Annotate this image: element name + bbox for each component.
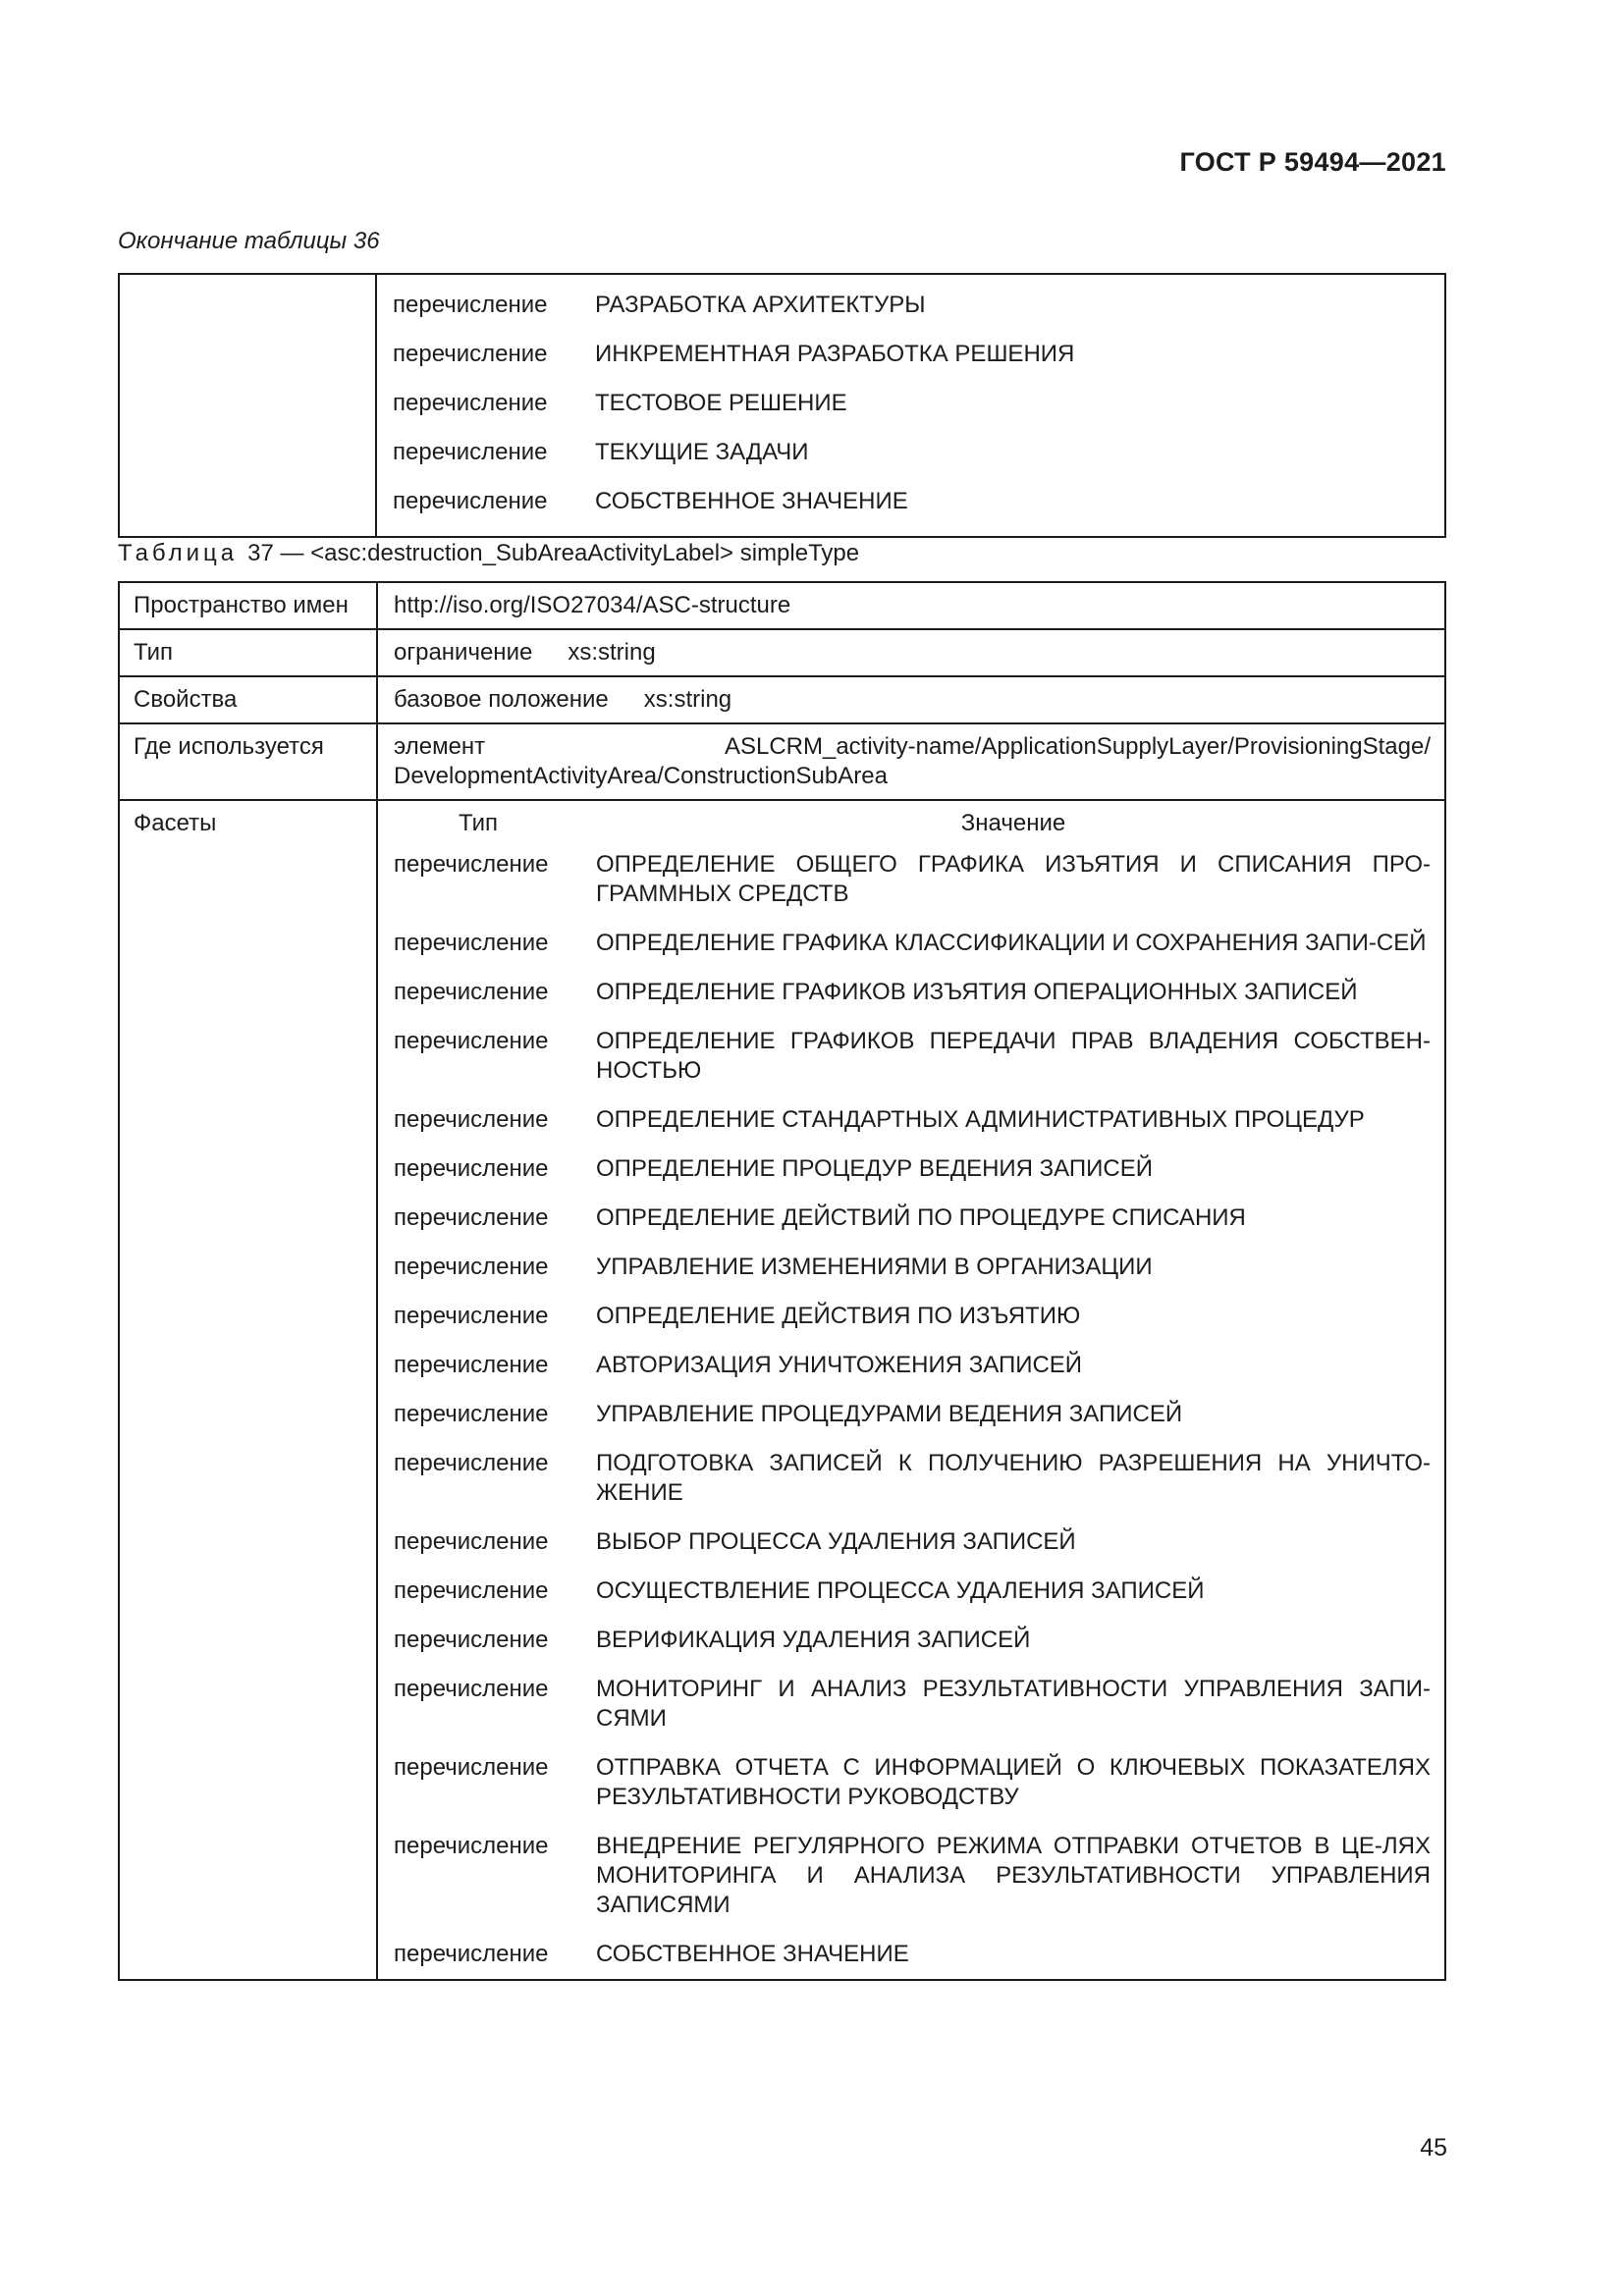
- facet-value: ОПРЕДЕЛЕНИЕ ПРОЦЕДУР ВЕДЕНИЯ ЗАПИСЕЙ: [596, 1155, 1153, 1182]
- facet-type: перечисление: [394, 1676, 549, 1702]
- facet-value: ОПРЕДЕЛЕНИЕ ОБЩЕГО ГРАФИКА ИЗЪЯТИЯ И СПИСАНИЯ ПРО-ГРАММНЫХ СРЕДСТВ: [596, 851, 1431, 907]
- table37: [118, 581, 1446, 1981]
- table36-row: [393, 330, 1444, 379]
- facet-value: ВЕРИФИКАЦИЯ УДАЛЕНИЯ ЗАПИСЕЙ: [596, 1627, 1031, 1653]
- properties-kind: базовое положение: [394, 686, 609, 713]
- facet-type: перечисление: [393, 292, 548, 318]
- facet-type: перечисление: [394, 1941, 549, 1967]
- facet-value: АВТОРИЗАЦИЯ УНИЧТОЖЕНИЯ ЗАПИСЕЙ: [596, 1352, 1083, 1378]
- facet-row: [394, 1105, 1431, 1135]
- facet-value: ПОДГОТОВКА ЗАПИСЕЙ К ПОЛУЧЕНИЮ РАЗРЕШЕНИЯ НА УНИЧТО-ЖЕНИЕ: [596, 1450, 1431, 1506]
- facet-type: перечисление: [394, 1254, 549, 1280]
- used-where-path-line2: DevelopmentActivityArea/ConstructionSubArea: [394, 763, 888, 789]
- facet-value: ОПРЕДЕЛЕНИЕ ДЕЙСТВИЯ ПО ИЗЪЯТИЮ: [596, 1303, 1081, 1329]
- facet-row: [394, 1675, 1431, 1734]
- used-where-value-cell: [377, 723, 1445, 800]
- facet-type: перечисление: [393, 439, 548, 465]
- facet-value: ИНКРЕМЕНТНАЯ РАЗРАБОТКА РЕШЕНИЯ: [595, 341, 1075, 367]
- facet-value: ОПРЕДЕЛЕНИЕ СТАНДАРТНЫХ АДМИНИСТРАТИВНЫХ ПРОЦЕДУР: [596, 1106, 1365, 1133]
- facet-row: [394, 1576, 1431, 1606]
- namespace-label: Пространство имен: [119, 582, 377, 629]
- facet-row: [394, 1449, 1431, 1508]
- type-row: [119, 629, 1445, 676]
- facets-label: Фасеты: [119, 800, 377, 1980]
- table36-end: [118, 273, 1446, 538]
- facet-value: ОПРЕДЕЛЕНИЕ ГРАФИКОВ ИЗЪЯТИЯ ОПЕРАЦИОННЫХ ЗАПИСЕЙ: [596, 979, 1358, 1005]
- facet-row: [394, 929, 1431, 958]
- facet-row: [394, 1154, 1431, 1184]
- facet-type: перечисление: [394, 1106, 549, 1133]
- facet-row: [394, 1753, 1431, 1812]
- table36-continuation-caption: Окончание таблицы 36: [118, 228, 380, 254]
- facet-type: перечисление: [394, 851, 549, 878]
- namespace-row: [119, 582, 1445, 629]
- facet-value: ОПРЕДЕЛЕНИЕ ДЕЙСТВИЙ ПО ПРОЦЕДУРЕ СПИСАНИЯ: [596, 1204, 1246, 1231]
- type-kind: ограничение: [394, 639, 533, 666]
- facet-value: ТЕСТОВОЕ РЕШЕНИЕ: [595, 390, 847, 416]
- facet-value: ОТПРАВКА ОТЧЕТА С ИНФОРМАЦИЕЙ О КЛЮЧЕВЫХ ПОКАЗАТЕЛЯХ РЕЗУЛЬТАТИВНОСТИ РУКОВОДСТВУ: [596, 1754, 1431, 1810]
- facet-type: перечисление: [394, 1303, 549, 1329]
- facet-row: [394, 1832, 1431, 1920]
- facet-row: [394, 1400, 1431, 1429]
- facet-row: [394, 978, 1431, 1007]
- facet-type: перечисление: [394, 1450, 549, 1476]
- facet-value: ОСУЩЕСТВЛЕНИЕ ПРОЦЕССА УДАЛЕНИЯ ЗАПИСЕЙ: [596, 1577, 1205, 1604]
- table36-row: [393, 379, 1444, 428]
- facet-row: [394, 850, 1431, 909]
- type-value: xs:string: [568, 639, 656, 666]
- type-label: Тип: [119, 629, 377, 676]
- facets-row: [119, 800, 1445, 1980]
- facet-value: СОБСТВЕННОЕ ЗНАЧЕНИЕ: [596, 1941, 909, 1967]
- used-where-row: [119, 723, 1445, 800]
- properties-value-cell: [377, 676, 1445, 723]
- facet-type: перечисление: [394, 1627, 549, 1653]
- used-where-kind: элемент: [394, 733, 486, 760]
- page-number: 45: [1420, 2134, 1447, 2162]
- facet-type: перечисление: [394, 1401, 549, 1427]
- facets-col-type: Тип: [459, 810, 499, 836]
- facet-row: [394, 1626, 1431, 1655]
- table36-rows-cell: [376, 274, 1445, 537]
- facet-type: перечисление: [394, 1155, 549, 1182]
- facet-type: перечисление: [394, 1577, 549, 1604]
- facets-col-value: Значение: [960, 810, 1066, 836]
- facets-cell: [377, 800, 1445, 1980]
- facet-row: [394, 1253, 1431, 1282]
- table36-row: [393, 477, 1444, 526]
- facet-type: перечисление: [394, 1204, 549, 1231]
- facet-value: ВНЕДРЕНИЕ РЕГУЛЯРНОГО РЕЖИМА ОТПРАВКИ ОТЧЕТОВ В ЦЕ-ЛЯХ МОНИТОРИНГА И АНАЛИЗА РЕЗУЛЬТАТИВНОСТИ УПРАВЛЕНИЯ ЗАПИСЯМИ: [596, 1833, 1431, 1918]
- facet-value: УПРАВЛЕНИЕ ПРОЦЕДУРАМИ ВЕДЕНИЯ ЗАПИСЕЙ: [596, 1401, 1183, 1427]
- facet-value: ТЕКУЩИЕ ЗАДАЧИ: [595, 439, 809, 465]
- facets-header: [394, 809, 1431, 838]
- facet-type: перечисление: [393, 390, 548, 416]
- facet-type: перечисление: [393, 488, 548, 514]
- table37-title-rest: 37 — <asc:destruction_SubAreaActivityLabel> simpleType: [247, 540, 860, 566]
- facet-type: перечисление: [394, 1352, 549, 1378]
- facet-row: [394, 1203, 1431, 1233]
- facet-type: перечисление: [394, 1528, 549, 1555]
- table36-empty-label-cell: [119, 274, 376, 537]
- facet-value: МОНИТОРИНГ И АНАЛИЗ РЕЗУЛЬТАТИВНОСТИ УПРАВЛЕНИЯ ЗАПИ-СЯМИ: [596, 1676, 1431, 1732]
- facet-row: [394, 1027, 1431, 1086]
- table36-row: [393, 428, 1444, 477]
- facet-row: [394, 1940, 1431, 1969]
- standard-code: ГОСТ Р 59494—2021: [1179, 147, 1446, 177]
- properties-label: Свойства: [119, 676, 377, 723]
- facet-row: [394, 1527, 1431, 1557]
- facet-type: перечисление: [394, 1754, 549, 1781]
- used-where-path-line1: ASLCRM_activity-name/ApplicationSupplyLayer/ProvisioningStage/: [724, 733, 1431, 760]
- used-where-label: Где используется: [119, 723, 377, 800]
- facet-value: РАЗРАБОТКА АРХИТЕКТУРЫ: [595, 292, 926, 318]
- table36-row: [393, 281, 1444, 330]
- table37-title: [118, 540, 859, 567]
- facet-type: перечисление: [394, 1833, 549, 1859]
- namespace-value: http://iso.org/ISO27034/ASC-structure: [377, 582, 1445, 629]
- facet-row: [394, 1302, 1431, 1331]
- facet-type: перечисление: [393, 341, 548, 367]
- table37-title-word: Таблица: [118, 540, 239, 566]
- type-value-cell: [377, 629, 1445, 676]
- facet-value: ОПРЕДЕЛЕНИЕ ГРАФИКА КЛАССИФИКАЦИИ И СОХРАНЕНИЯ ЗАПИ-СЕЙ: [596, 930, 1427, 956]
- properties-row: [119, 676, 1445, 723]
- facet-value: СОБСТВЕННОЕ ЗНАЧЕНИЕ: [595, 488, 908, 514]
- facet-value: УПРАВЛЕНИЕ ИЗМЕНЕНИЯМИ В ОРГАНИЗАЦИИ: [596, 1254, 1153, 1280]
- facet-type: перечисление: [394, 1028, 549, 1054]
- facet-type: перечисление: [394, 930, 549, 956]
- properties-value: xs:string: [643, 686, 732, 713]
- facet-value: ОПРЕДЕЛЕНИЕ ГРАФИКОВ ПЕРЕДАЧИ ПРАВ ВЛАДЕНИЯ СОБСТВЕН-НОСТЬЮ: [596, 1028, 1431, 1084]
- facet-type: перечисление: [394, 979, 549, 1005]
- facet-value: ВЫБОР ПРОЦЕССА УДАЛЕНИЯ ЗАПИСЕЙ: [596, 1528, 1076, 1555]
- facet-row: [394, 1351, 1431, 1380]
